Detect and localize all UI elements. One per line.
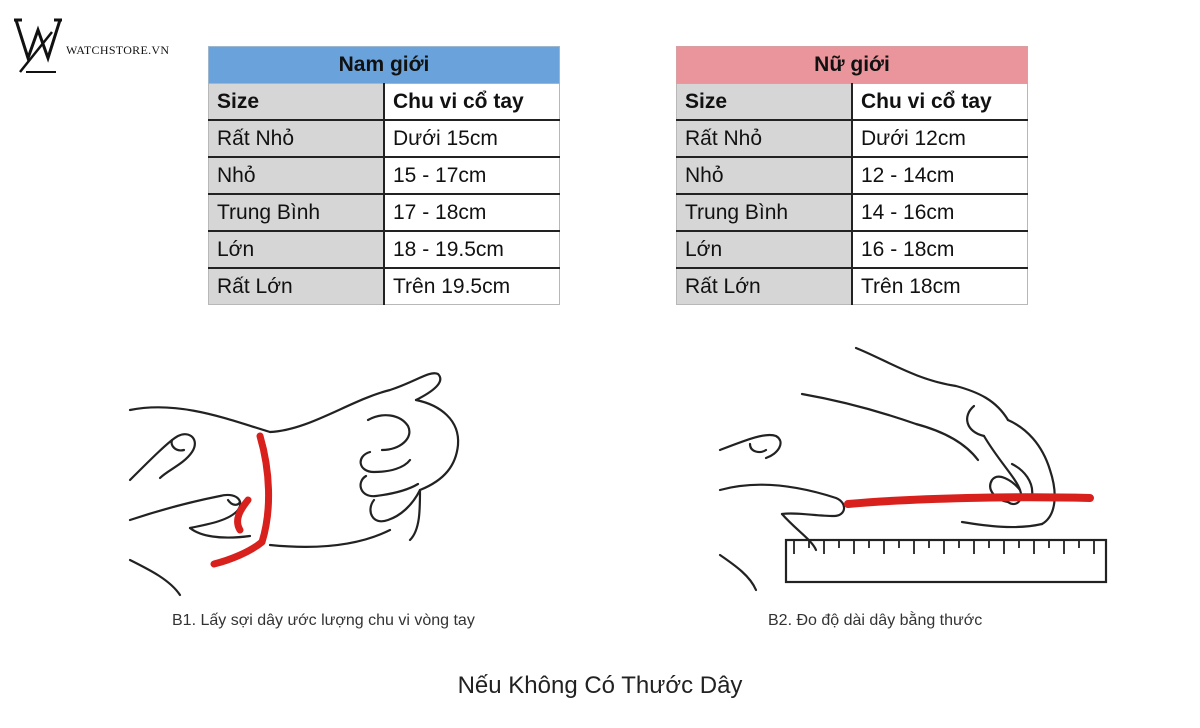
size-cell: Nhỏ bbox=[677, 157, 853, 194]
table-row bbox=[209, 194, 560, 231]
circumference-cell: 15 - 17cm bbox=[384, 157, 560, 194]
male-table-title: Nam giới bbox=[209, 47, 560, 84]
table-row bbox=[677, 157, 1028, 194]
female-header-size: Size bbox=[677, 84, 853, 121]
size-cell: Rất Nhỏ bbox=[677, 120, 853, 157]
footer-title: Nếu Không Có Thước Dây bbox=[457, 672, 743, 699]
size-cell: Rất Nhỏ bbox=[209, 120, 385, 157]
female-table-header-row bbox=[677, 84, 1028, 121]
size-cell: Nhỏ bbox=[209, 157, 385, 194]
size-cell: Rất Lớn bbox=[209, 268, 385, 305]
male-size-table bbox=[208, 46, 560, 305]
size-cell: Trung Bình bbox=[677, 194, 853, 231]
circumference-cell: Trên 18cm bbox=[852, 268, 1028, 305]
ruler-measure-illustration bbox=[716, 340, 1116, 600]
table-row bbox=[209, 120, 560, 157]
table-row bbox=[677, 194, 1028, 231]
female-header-circumference: Chu vi cổ tay bbox=[852, 84, 1028, 121]
circumference-cell: Dưới 12cm bbox=[852, 120, 1028, 157]
wrist-string-icon bbox=[120, 360, 480, 600]
circumference-cell: 17 - 18cm bbox=[384, 194, 560, 231]
table-row bbox=[209, 231, 560, 268]
circumference-cell: Dưới 15cm bbox=[384, 120, 560, 157]
male-table-header-row bbox=[209, 84, 560, 121]
table-row bbox=[677, 268, 1028, 305]
circumference-cell: Trên 19.5cm bbox=[384, 268, 560, 305]
male-header-circumference: Chu vi cổ tay bbox=[384, 84, 560, 121]
size-cell: Rất Lớn bbox=[677, 268, 853, 305]
circumference-cell: 18 - 19.5cm bbox=[384, 231, 560, 268]
table-row bbox=[209, 157, 560, 194]
table-row bbox=[677, 231, 1028, 268]
circumference-cell: 16 - 18cm bbox=[852, 231, 1028, 268]
male-header-size: Size bbox=[209, 84, 385, 121]
female-table-title: Nữ giới bbox=[677, 47, 1028, 84]
size-cell: Trung Bình bbox=[209, 194, 385, 231]
step-2-caption: B2. Đo độ dài dây bằng thước bbox=[768, 612, 983, 629]
circumference-cell: 12 - 14cm bbox=[852, 157, 1028, 194]
w-monogram-logo-icon bbox=[12, 14, 64, 76]
step-1-caption: B1. Lấy sợi dây ước lượng chu vi vòng tay bbox=[172, 612, 475, 629]
table-row bbox=[209, 268, 560, 305]
female-size-table bbox=[676, 46, 1028, 305]
wrist-string-illustration bbox=[120, 360, 480, 600]
ruler-measure-icon bbox=[716, 340, 1116, 600]
size-cell: Lớn bbox=[209, 231, 385, 268]
table-row bbox=[677, 120, 1028, 157]
brand-logo[interactable] bbox=[12, 14, 169, 76]
size-cell: Lớn bbox=[677, 231, 853, 268]
brand-name: WATCHSTORE.VN bbox=[66, 42, 170, 57]
circumference-cell: 14 - 16cm bbox=[852, 194, 1028, 231]
